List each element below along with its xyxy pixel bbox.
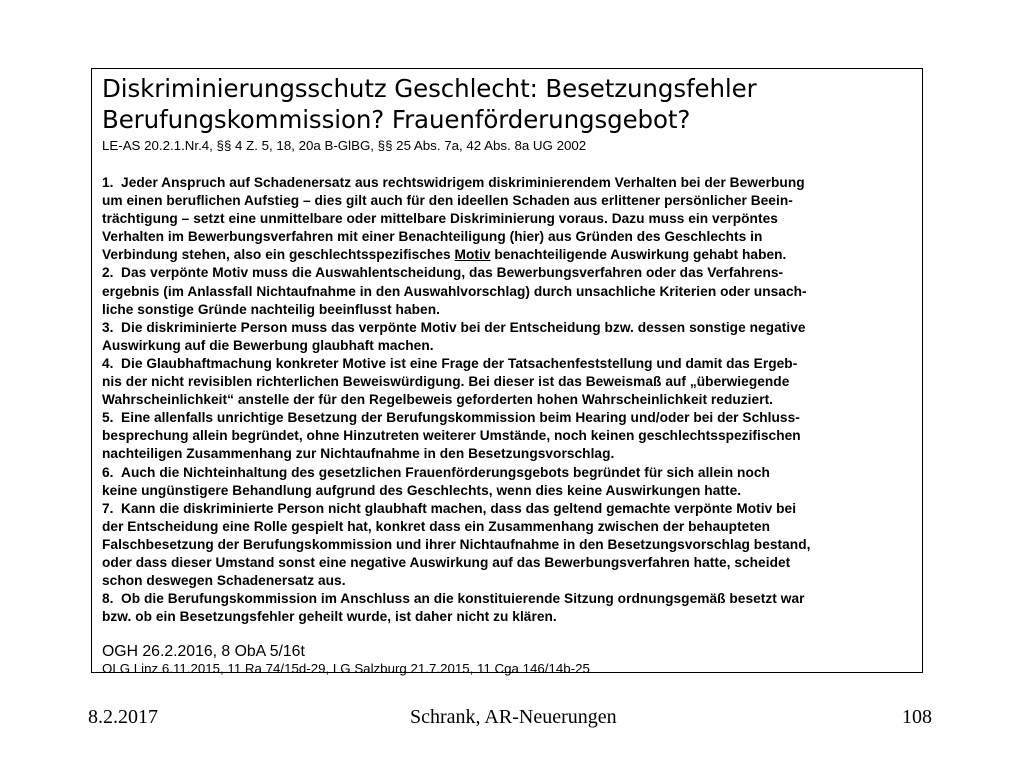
paragraph-line	[102, 319, 912, 337]
paragraph-text: Ob die Berufungskommission im Anschluss an die konstituierende Sitzung ordnungsgemäß besetzt war	[121, 591, 805, 607]
legal-source-line: LE-AS 20.2.1.Nr.4, §§ 4 Z. 5, 18, 20a B-GlBG, §§ 25 Abs. 7a, 42 Abs. 8a UG 2002	[102, 138, 587, 153]
footer-author-title: Schrank, AR-Neuerungen	[410, 706, 617, 728]
paragraph-number: 4.	[102, 355, 114, 371]
slide-title-line-2: Berufungskommission? Frauenförderungsgebot?	[102, 105, 691, 134]
paragraph-text: Kann die diskriminierte Person nicht glaubhaft machen, dass das geltend gemachte verpönte Motiv bei	[121, 500, 797, 516]
paragraph-number: 3.	[102, 319, 114, 335]
paragraph-line	[102, 590, 912, 608]
paragraph-line	[102, 355, 912, 373]
paragraph-line: Verhalten im Bewerbungsverfahren mit einer Benachteiligung (hier) aus Gründen des Geschlechts in	[102, 229, 763, 245]
paragraph-text: Eine allenfalls unrichtige Besetzung der Berufungskommission beim Hearing und/oder bei der Schluss-	[121, 410, 800, 426]
paragraph-line	[102, 464, 912, 482]
paragraph-8	[102, 590, 912, 626]
paragraph-2	[102, 264, 912, 318]
paragraph-line: schon deswegen Schadenersatz aus.	[102, 573, 346, 589]
footer-date: 8.2.2017	[88, 706, 158, 728]
paragraph-line: der Entscheidung eine Rolle gespielt hat, konkret dass ein Zusammenhang zwischen der behaupteten	[102, 518, 771, 534]
paragraph-line: trächtigung – setzt eine unmittelbare oder mittelbare Diskriminierung voraus. Dazu muss ein verpöntes	[102, 211, 778, 227]
paragraph-4	[102, 355, 912, 409]
paragraph-7	[102, 500, 912, 590]
paragraph-number: 8.	[102, 591, 114, 607]
paragraph-line: Auswirkung auf die Bewerbung glaubhaft machen.	[102, 337, 434, 353]
lower-court-references: OLG Linz 6.11.2015, 11 Ra 74/15d-29, LG Salzburg 21.7.2015, 11 Cga 146/14b-25	[102, 661, 590, 677]
paragraph-number: 2.	[102, 265, 114, 281]
paragraph-line: ergebnis (im Anlassfall Nichtaufnahme in den Auswahlvorschlag) durch unsachliche Kriterien oder unsach-	[102, 283, 807, 299]
paragraph-line	[102, 246, 912, 264]
paragraph-line: Falschbesetzung der Berufungskommission und ihrer Nichtaufnahme in den Besetzungsvorschlag bestand,	[102, 536, 811, 552]
paragraph-text: Auch die Nichteinhaltung des gesetzlichen Frauenförderungsgebots begründet für sich allein noch	[121, 464, 770, 480]
paragraph-line: Wahrscheinlichkeit“ anstelle der für den Regelbeweis geforderten hohen Wahrscheinlichkeit reduziert.	[102, 392, 774, 408]
paragraph-number: 1.	[102, 175, 114, 190]
paragraph-number: 7.	[102, 500, 114, 516]
paragraph-line	[102, 500, 912, 518]
paragraph-line: nis der nicht revisiblen richterlichen Beweiswürdigung. Bei dieser ist das Beweismaß auf „überwiegende	[102, 374, 790, 390]
paragraph-line: liche sonstige Gründe nachteilig beeinflusst haben.	[102, 301, 440, 317]
footer-page-number: 108	[902, 706, 932, 728]
slide-content-box	[91, 68, 923, 677]
paragraph-text: Die diskriminierte Person muss das verpönte Motiv bei der Entscheidung bzw. dessen sonstige negative	[121, 319, 806, 335]
paragraph-number: 5.	[102, 410, 114, 426]
paragraph-number: 6.	[102, 464, 114, 480]
paragraph-6	[102, 464, 912, 500]
paragraph-line: um einen beruflichen Aufstieg – dies gilt auch für den ideellen Schaden aus erlittener persönlicher Beein-	[102, 193, 793, 209]
paragraph-line: nachteiligen Zusammenhang zur Nichtaufnahme in den Besetzungsvorschlag.	[102, 446, 615, 462]
paragraph-line: oder dass dieser Umstand sonst eine negative Auswirkung auf das Bewerbungsverfahren hatte, scheidet	[102, 554, 791, 570]
paragraph-3	[102, 319, 912, 355]
paragraph-text: Das verpönte Motiv muss die Auswahlentscheidung, das Bewerbungsverfahren oder das Verfahrens-	[121, 265, 784, 281]
paragraph-5	[102, 409, 912, 463]
slide-title	[102, 73, 912, 135]
underlined-motiv: Motiv	[454, 247, 491, 263]
paragraph-line	[102, 264, 912, 282]
paragraph-text: Jeder Anspruch auf Schadenersatz aus rechtswidrigem diskriminierendem Verhalten bei der Bewerbung	[121, 175, 805, 190]
paragraph-text: Die Glaubhaftmachung konkreter Motive ist eine Frage der Tatsachenfeststellung und damit das Ergeb-	[121, 355, 798, 371]
paragraph-list	[102, 174, 912, 626]
paragraph-line: bzw. ob ein Besetzungsfehler geheilt wurde, ist daher nicht zu klären.	[102, 609, 557, 625]
paragraph-line	[102, 409, 912, 427]
paragraph-line: besprechung allein begründet, ohne Hinzutreten weiterer Umstände, noch keinen geschlechtsspezifischen	[102, 428, 801, 444]
paragraph-text: benachteiligende Auswirkung gehabt haben.	[490, 247, 787, 263]
paragraph-text: Verbindung stehen, also ein geschlechtsspezifisches	[102, 247, 455, 263]
slide-title-line-1: Diskriminierungsschutz Geschlecht: Besetzungsfehler	[102, 74, 757, 103]
paragraph-line	[102, 174, 912, 192]
paragraph-1	[102, 174, 912, 264]
paragraph-line: keine ungünstigere Behandlung aufgrund des Geschlechts, wenn dies keine Auswirkungen hatte.	[102, 482, 742, 498]
court-decision-reference: OGH 26.2.2016, 8 ObA 5/16t	[102, 643, 305, 661]
